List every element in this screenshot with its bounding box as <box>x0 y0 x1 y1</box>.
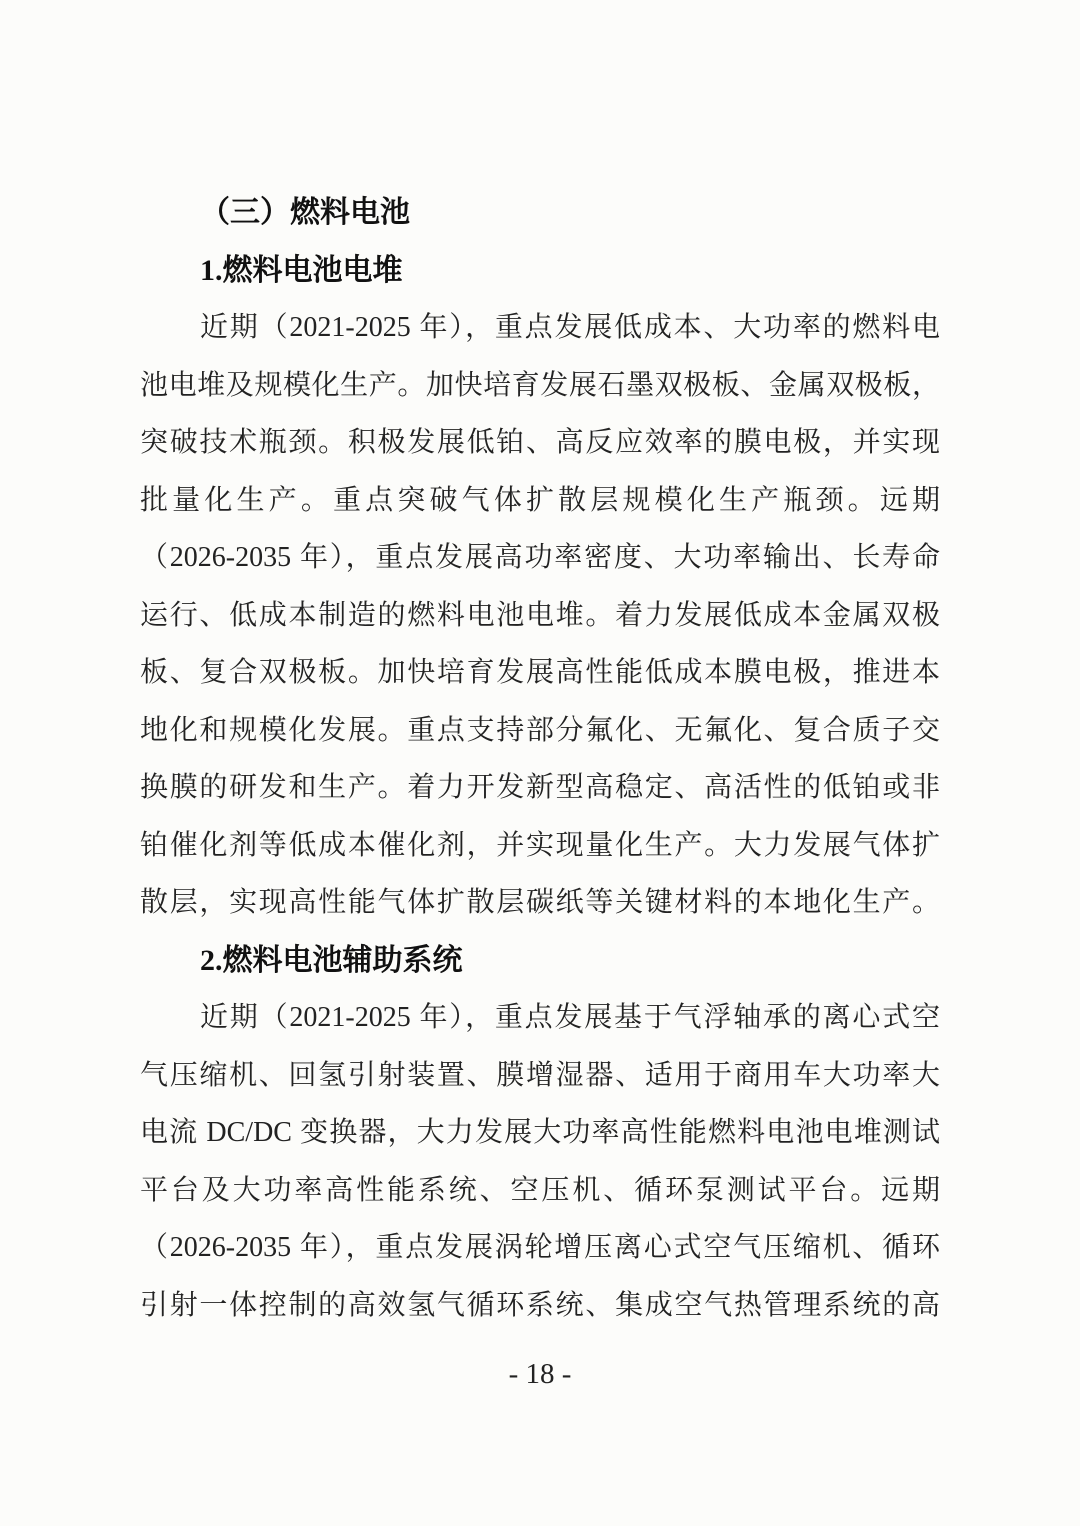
text-line: 批量化生产。重点突破气体扩散层规模化生产瓶颈。远期 <box>140 484 940 516</box>
section-heading: （三）燃料电池 <box>200 196 410 229</box>
text-line: 电流 DC/DC 变换器，大力发展大功率高性能燃料电池电堆测试 <box>140 1117 940 1148</box>
text-line: 地化和规模化发展。重点支持部分氟化、无氟化、复合质子交 <box>140 714 940 746</box>
text-line: 换膜的研发和生产。着力开发新型高稳定、高活性的低铂或非 <box>140 772 940 803</box>
text-line: 板、复合双极板。加快培育发展高性能低成本膜电极，推进本 <box>140 657 940 688</box>
text-line: （2026-2035 年），重点发展高功率密度、大功率输出、长寿命 <box>140 542 940 573</box>
text-line: 近期（2021-2025 年），重点发展基于气浮轴承的离心式空 <box>200 1002 940 1033</box>
text-line: （2026-2035 年），重点发展涡轮增压离心式空气压缩机、循环 <box>140 1232 940 1263</box>
page-number: - 18 - <box>508 1358 572 1390</box>
text-line: 池电堆及规模化生产。加快培育发展石墨双极板、金属双极板， <box>140 369 940 401</box>
section-heading: 1.燃料电池电堆 <box>200 253 403 287</box>
text-line: 近期（2021-2025 年），重点发展低成本、大功率的燃料电 <box>200 312 940 343</box>
text-line: 铂催化剂等低成本催化剂，并实现量化生产。大力发展气体扩 <box>140 829 940 861</box>
text-line: 突破技术瓶颈。积极发展低铂、高反应效率的膜电极，并实现 <box>140 427 940 458</box>
text-line: 气压缩机、回氢引射装置、膜增湿器、适用于商用车大功率大 <box>140 1059 940 1091</box>
section-heading: 2.燃料电池辅助系统 <box>200 943 463 977</box>
text-line: 散层，实现高性能气体扩散层碳纸等关键材料的本地化生产。 <box>140 887 940 918</box>
document-body <box>140 184 940 1334</box>
text-line: 引射一体控制的高效氢气循环系统、集成空气热管理系统的高 <box>140 1289 940 1321</box>
text-line: 平台及大功率高性能系统、空压机、循环泵测试平台。远期 <box>140 1174 940 1206</box>
text-line: 运行、低成本制造的燃料电池电堆。着力发展低成本金属双极 <box>140 599 940 631</box>
